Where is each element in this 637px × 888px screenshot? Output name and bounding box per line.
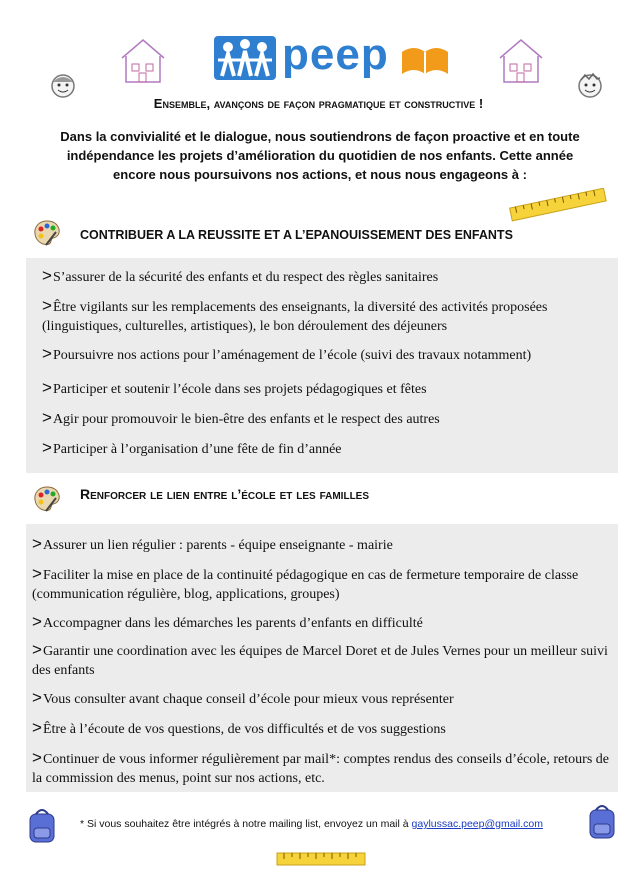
list-item: >Être à l’écoute de vos questions, de vos difficultés et de vos suggestions xyxy=(32,718,446,737)
section-title: CONTRIBUER A LA REUSSITE ET A L’EPANOUISSEMENT DES ENFANTS xyxy=(80,228,513,242)
footnote-text: * Si vous souhaitez être intégrés à notre mailing list, envoyez un mail à xyxy=(80,818,409,830)
peep-logo xyxy=(214,30,450,82)
arrow-icon: > xyxy=(32,534,42,553)
logo-text: peep xyxy=(282,30,389,79)
arrow-icon: > xyxy=(32,564,42,583)
house-drawing-icon xyxy=(494,36,548,86)
arrow-icon: > xyxy=(42,296,52,315)
family-logo-icon xyxy=(214,36,276,80)
section-box xyxy=(26,524,618,792)
arrow-icon: > xyxy=(32,718,42,737)
palette-icon xyxy=(32,218,62,248)
arrow-icon: > xyxy=(42,408,52,427)
list-item: >Être vigilants sur les remplacements des enseignants, la diversité des activités proposées (linguistiques, culturelles, artistiques), le bon déroulement des déjeuners xyxy=(42,296,548,334)
book-logo-icon xyxy=(400,42,450,76)
list-item: >S’assurer de la sécurité des enfants et du respect des règles sanitaires xyxy=(42,266,439,285)
section-box xyxy=(26,258,618,473)
arrow-icon: > xyxy=(42,266,52,285)
list-item: >Poursuivre nos actions pour l’aménagement de l’école (suivi des travaux notamment) xyxy=(42,344,532,363)
list-item: >Garantir une coordination avec les équipes de Marcel Doret et de Jules Vernes pour un meilleur suivi des enfants xyxy=(32,640,608,678)
arrow-icon: > xyxy=(32,612,42,631)
ruler-icon xyxy=(276,852,366,866)
backpack-icon xyxy=(586,802,618,840)
email-link[interactable]: gaylussac.peep@gmail.com xyxy=(411,818,543,830)
arrow-icon: > xyxy=(32,640,42,659)
arrow-icon: > xyxy=(42,438,52,457)
backpack-icon xyxy=(26,806,58,844)
list-item: >Faciliter la mise en place de la continuité pédagogique en cas de fermeture temporaire de classe (communication régulière, blog, applications, groupes) xyxy=(32,564,579,602)
list-item: >Vous consulter avant chaque conseil d’école pour mieux vous représenter xyxy=(32,688,454,707)
list-item: >Agir pour promouvoir le bien-être des enfants et le respect des autres xyxy=(42,408,440,427)
arrow-icon: > xyxy=(32,688,42,707)
tagline: Ensemble, avançons de façon pragmatique et constructive ! xyxy=(153,96,484,111)
house-drawing-icon xyxy=(116,36,170,86)
arrow-icon: > xyxy=(42,378,52,397)
footnote xyxy=(80,818,543,830)
arrow-icon: > xyxy=(42,344,52,363)
arrow-icon: > xyxy=(32,748,42,767)
ruler-icon xyxy=(508,188,608,222)
intro-paragraph: Dans la convivialité et le dialogue, nous soutiendrons de façon proactive et en toute indépendance les projets d’amélioration du quotidien de nos enfants. Cette année encore nous poursuivons nos actions, et nous nous engageons à : xyxy=(60,129,580,182)
list-item: >Accompagner dans les démarches les parents d’enfants en difficulté xyxy=(32,612,423,631)
section-title: Renforcer le lien entre l’école et les familles xyxy=(80,486,370,502)
list-item: >Participer à l’organisation d’une fête de fin d’année xyxy=(42,438,342,457)
list-item: >Assurer un lien régulier : parents - équipe enseignante - mairie xyxy=(32,534,393,553)
list-item: >Participer et soutenir l’école dans ses projets pédagogiques et fêtes xyxy=(42,378,427,397)
palette-icon xyxy=(32,484,62,514)
list-item: >Continuer de vous informer régulièrement par mail*: comptes rendus des conseils d’école, retours de la commission des menus, point sur nos actions, etc. xyxy=(32,748,609,786)
